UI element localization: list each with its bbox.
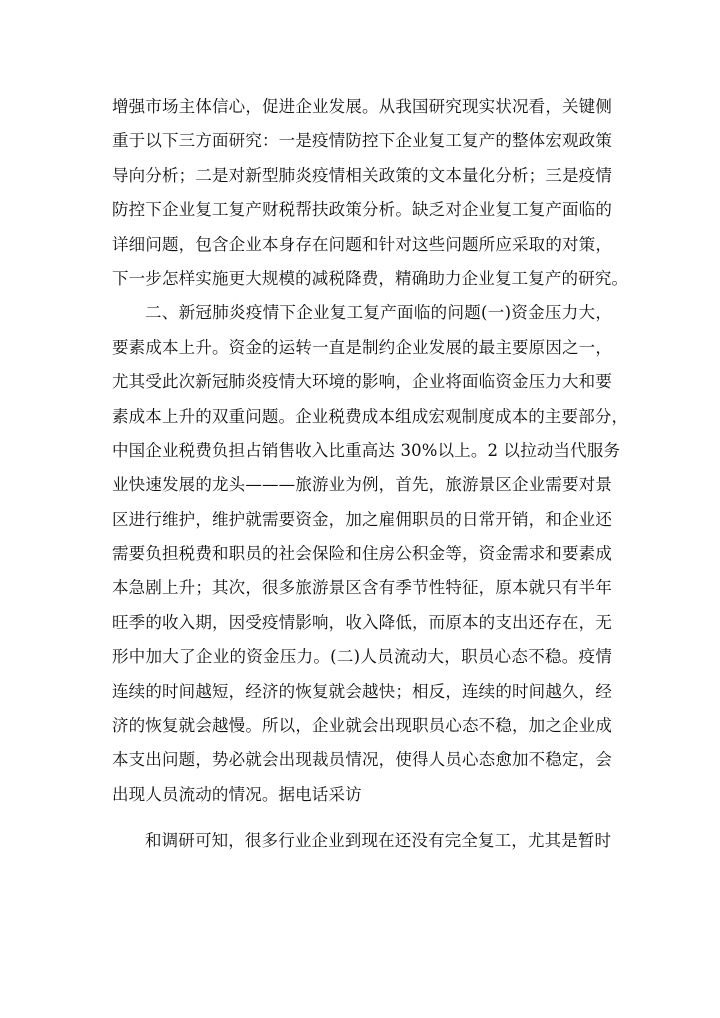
- text-line: 下一步怎样实施更大规模的减税降费，精确助力企业复工复产的研究。: [112, 268, 629, 288]
- text-line: 本急剧上升；其次，很多旅游景区含有季节性特征，原本就只有半年: [112, 578, 612, 598]
- text-line: 和调研可知，很多行业企业到现在还没有完全复工，尤其是暂时: [145, 831, 612, 851]
- text-line: 增强市场主体信心，促进企业发展。从我国研究现实状况看，关键侧: [112, 97, 612, 116]
- text-line: 出现人员流动的情况。据电话采访: [112, 784, 362, 804]
- text-line: 本支出问题，势必就会出现裁员情况，使得人员心态愈加不稳定，会: [112, 750, 612, 770]
- text-line: 二、新冠肺炎疫情下企业复工复产面临的问题(一)资金压力大，: [145, 303, 612, 323]
- text-line: 重于以下三方面研究：一是疫情防控下企业复工复产的整体宏观政策: [112, 131, 612, 151]
- text-line: 济的恢复就会越慢。所以，企业就会出现职员心态不稳，加之企业成: [112, 716, 612, 736]
- text-line: 详细问题，包含企业本身存在问题和针对这些问题所应采取的对策，: [112, 234, 612, 254]
- text-line: 防控下企业复工复产财税帮扶政策分析。缺乏对企业复工复产面临的: [112, 200, 612, 220]
- text-line: 形中加大了企业的资金压力。(二)人员流动大，职员心态不稳。疫情: [112, 647, 612, 667]
- body-text: [112, 90, 629, 859]
- text-line: 区进行维护，维护就需要资金，加之雇佣职员的日常开销，和企业还: [112, 509, 612, 529]
- text-line: 中国企业税费负担占销售收入比重高达 30%以上。2 以拉动当代服务: [112, 440, 621, 460]
- text-line: 旺季的收入期，因受疫情影响，收入降低，而原本的支出还存在，无: [112, 612, 612, 632]
- text-line: 业快速发展的龙头———旅游业为例，首先，旅游景区企业需要对景: [112, 475, 612, 495]
- text-line: 导向分析；二是对新型肺炎疫情相关政策的文本量化分析；三是疫情: [112, 165, 612, 185]
- text-line: 需要负担税费和职员的社会保险和住房公积金等，资金需求和要素成: [112, 544, 612, 564]
- paragraph-gap: [112, 812, 612, 824]
- text-line: 素成本上升的双重问题。企业税费成本组成宏观制度成本的主要部分，: [112, 406, 629, 426]
- text-line: 尤其受此次新冠肺炎疫情大环境的影响，企业将面临资金压力大和要: [112, 372, 612, 392]
- text-line: 要素成本上升。资金的运转一直是制约企业发展的最主要原因之一，: [112, 337, 612, 357]
- text-line: 连续的时间越短，经济的恢复就会越快；相反，连续的时间越久，经: [112, 681, 612, 701]
